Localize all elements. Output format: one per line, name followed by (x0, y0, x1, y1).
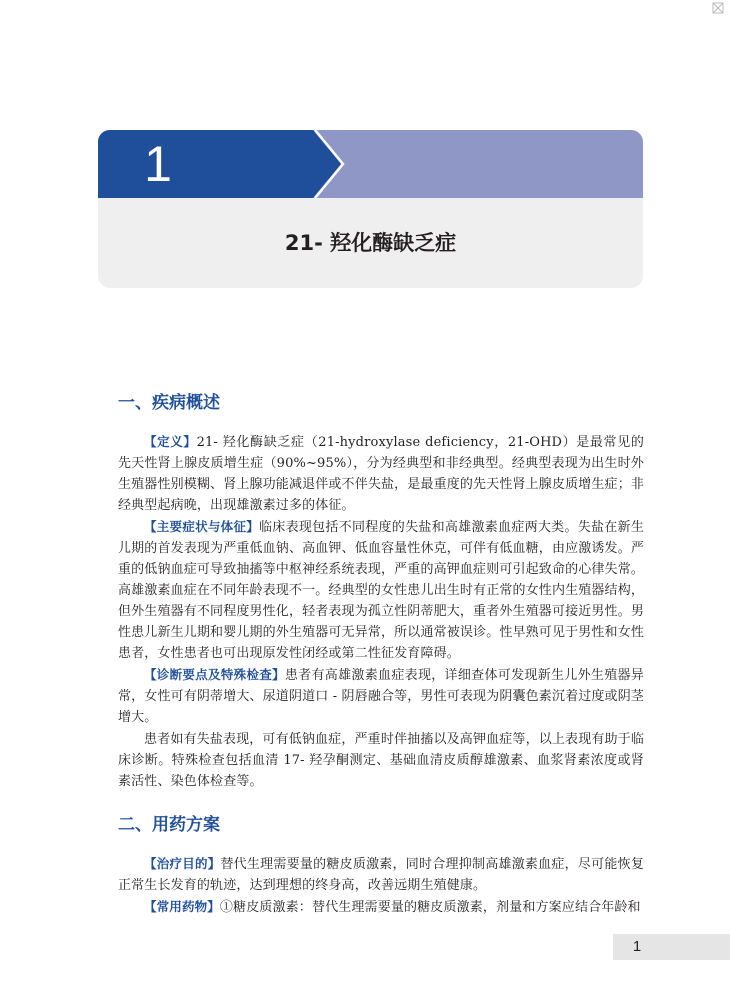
corner-mark-icon (712, 2, 724, 14)
tag-treatment-goal: 【治疗目的】 (144, 856, 221, 871)
paragraph-diagnosis-cont (118, 728, 644, 792)
paragraph-symptoms (118, 516, 644, 664)
section-heading-overview: 一、疾病概述 (118, 393, 220, 413)
page-number: 1 (632, 938, 642, 955)
paragraph-definition (118, 431, 644, 516)
paragraph-text: 患者有高雄激素血症表现，详细查体可发现新生儿外生殖器异常，女性可有阴蒂增大、尿道阴道口 - 阴唇融合等，男性可表现为阴囊色素沉着过度或阴茎增大。 (118, 668, 644, 725)
chapter-header (98, 130, 643, 288)
tag-diagnosis: 【诊断要点及特殊检查】 (144, 667, 285, 682)
tag-definition: 【定义】 (144, 434, 197, 449)
paragraph-text: 临床表现包括不同程度的失盐和高雄激素血症两大类。失盐在新生儿期的首发表现为严重低血钠、高血钾、低血容量性休克，可伴有低血糖，由应激诱发。严重的低钠血症可导致抽搐等中枢神经系统表现，严重的高钾血症则可引起致命的心律失常。高雄激素血症在不同年龄表现不一。经典型的女性患儿出生时有正常的女性内生殖器结构，但外生殖器有不同程度男性化，轻者表现为孤立性阴蒂肥大，重者外生殖器可接近男性。男性患儿新生儿期和婴儿期的外生殖器可无异常，所以通常被误诊。性早熟可见于男性和女性患者，女性患者也可出现原发性闭经或第二性征发育障碍。 (118, 520, 645, 661)
paragraph-text: ①糖皮质激素：替代生理需要量的糖皮质激素，剂量和方案应结合年龄和 (219, 900, 641, 915)
paragraph-text: 患者如有失盐表现，可有低钠血症，严重时伴抽搐以及高钾血症等，以上表现有助于临床诊断。特殊检查包括血清 17- 羟孕酮测定、基础血清皮质醇雄激素、血浆肾素浓度或肾素活性、染色体检查等。 (118, 732, 644, 789)
section-heading-medication: 二、用药方案 (118, 815, 220, 835)
main-content (118, 388, 644, 918)
chapter-band (98, 130, 643, 198)
tag-symptoms: 【主要症状与体征】 (144, 519, 260, 534)
paragraph-common-drugs (118, 896, 644, 918)
paragraph-treatment-goal (118, 853, 644, 896)
chapter-number: 1 (144, 136, 172, 192)
page-number-box (613, 934, 730, 960)
tag-common-drugs: 【常用药物】 (144, 899, 220, 914)
paragraph-diagnosis (118, 664, 644, 728)
paragraph-text: 21- 羟化酶缺乏症（21-hydroxylase deficiency，21-OHD）是最常见的先天性肾上腺皮质增生症（90%~95%），分为经典型和非经典型。经典型表现为出生时外生殖器性别模糊、肾上腺功能减退伴或不伴失盐，是最重度的先天性肾上腺皮质增生症；非经典型起病晚，出现雄激素过多的体征。 (118, 435, 645, 513)
paragraph-text: 替代生理需要量的糖皮质激素，同时合理抑制高雄激素血症，尽可能恢复正常生长发育的轨迹，达到理想的终身高，改善远期生殖健康。 (118, 857, 644, 893)
chapter-title: 21- 羟化酶缺乏症 (284, 231, 457, 255)
